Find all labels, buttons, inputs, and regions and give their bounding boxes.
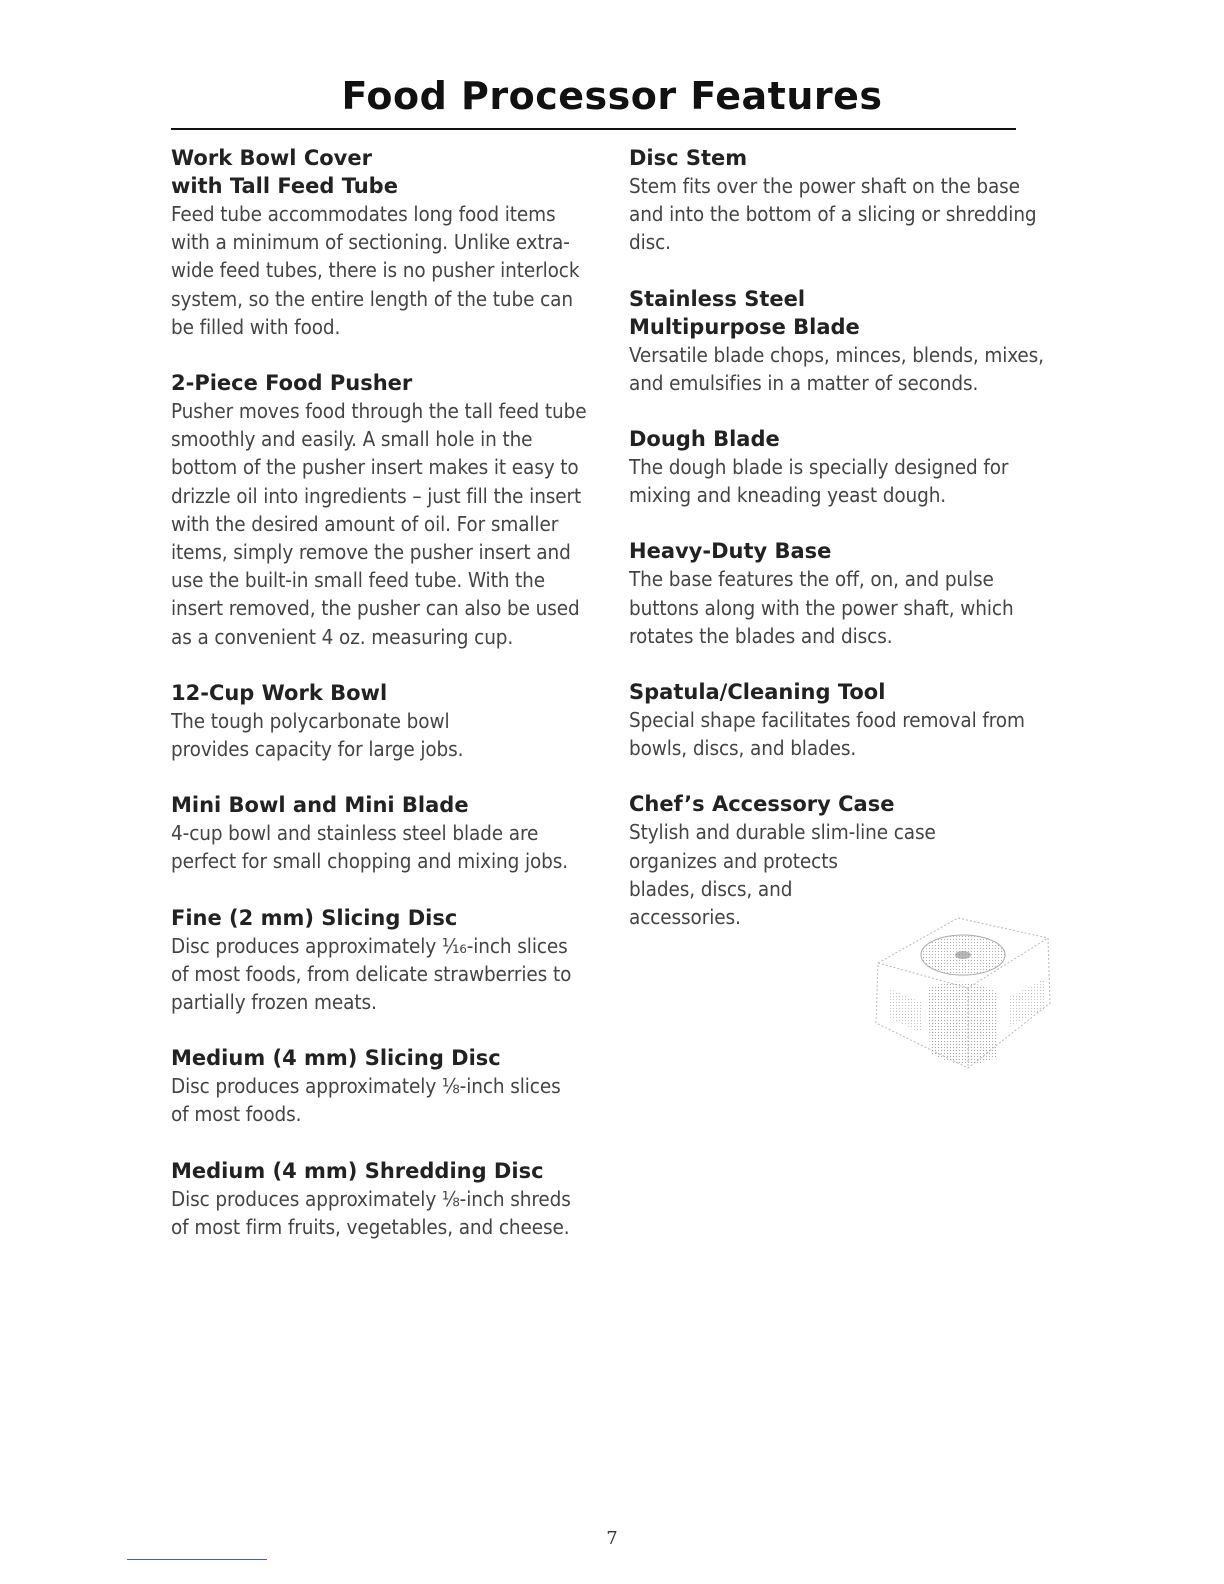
description-line: Stylish and durable slim-line case — [629, 820, 936, 845]
title-divider — [171, 128, 1016, 130]
feature-work-bowl — [171, 679, 591, 763]
heading-line: Disc Stem — [629, 146, 748, 170]
feature-description: Disc produces approximately ¹⁄₁₆-inch slices of most foods, from delicate strawberries to partially frozen meats. — [171, 933, 572, 1015]
heading-line: Medium (4 mm) Slicing Disc — [171, 1046, 501, 1071]
feature-description: Feed tube accommodates long food items with a minimum of sectioning. Unlike extra-wide feed tubes, there is no pusher interlock system, so the entire length of the tube can be filled with food. — [171, 202, 580, 339]
feature-heading — [171, 144, 591, 200]
description-line: blades, discs, and — [629, 876, 793, 901]
description-line: accessories. — [629, 905, 741, 930]
page-number: 7 — [606, 1528, 618, 1549]
heading-line: Stainless Steel — [629, 286, 806, 311]
description-line: organizes and protects — [629, 848, 838, 873]
feature-heading — [629, 790, 1059, 818]
accessory-case-illustration — [868, 893, 1053, 1073]
feature-dough-blade — [629, 425, 1059, 509]
heading-line: Dough Blade — [629, 427, 780, 452]
feature-description: Disc produces approximately ⅛-inch slices of most foods. — [171, 1074, 561, 1127]
feature-fine-slicing-disc — [171, 904, 591, 1017]
heading-line: Fine (2 mm) Slicing Disc — [171, 905, 458, 930]
feature-heading — [171, 1157, 591, 1185]
feature-heading — [629, 537, 1059, 565]
feature-heading — [629, 285, 1059, 341]
heading-line: 2-Piece Food Pusher — [171, 371, 413, 396]
feature-shredding-disc — [171, 1157, 591, 1241]
heading-line: Heavy-Duty Base — [629, 539, 832, 564]
feature-heading — [171, 904, 591, 932]
feature-heading — [629, 678, 1059, 706]
left-column — [171, 144, 591, 1269]
heading-line: with Tall Feed Tube — [171, 174, 398, 198]
feature-heading — [171, 1044, 591, 1072]
feature-description: Disc produces approximately ⅛-inch shreds of most firm fruits, vegetables, and cheese. — [171, 1186, 571, 1239]
right-column — [629, 144, 1059, 959]
feature-description: Pusher moves food through the tall feed tube smoothly and easily. A small hole in the bottom of the pusher insert makes it easy to drizzle oil into ingredients – just fill the insert with the desired amount of oil. For smaller items, simply remove the pusher insert and use the built-in small feed tube. With the insert removed, the pusher can also be used as a convenient 4 oz. measuring cup. — [171, 399, 587, 649]
feature-food-pusher — [171, 369, 591, 651]
feature-description: Versatile blade chops, minces, blends, mixes, and emulsifies in a matter of seconds. — [629, 342, 1044, 395]
heading-line: Medium (4 mm) Shredding Disc — [171, 1158, 544, 1183]
page-title: Food Processor Features — [341, 74, 883, 118]
feature-description: The tough polycarbonate bowl provides capacity for large jobs. — [171, 708, 464, 762]
feature-heading — [171, 791, 591, 819]
feature-heavy-duty-base — [629, 537, 1059, 650]
feature-description: The dough blade is specially designed for mixing and kneading yeast dough. — [629, 455, 1009, 508]
feature-spatula — [629, 678, 1059, 762]
heading-line: Work Bowl Cover — [171, 146, 372, 170]
footer-divider — [127, 1559, 267, 1560]
heading-line: Multipurpose Blade — [629, 314, 860, 339]
feature-medium-slicing-disc — [171, 1044, 591, 1128]
feature-description: Stem fits over the power shaft on the base and into the bottom of a slicing or shredding disc. — [629, 174, 1037, 255]
feature-heading — [171, 369, 591, 397]
heading-line: Spatula/Cleaning Tool — [629, 680, 886, 705]
heading-line: Mini Bowl and Mini Blade — [171, 793, 469, 818]
feature-description: The base features the off, on, and pulse buttons along with the power shaft, which rotates the blades and discs. — [629, 567, 1014, 648]
feature-heading — [629, 144, 1059, 172]
feature-disc-stem — [629, 144, 1059, 257]
feature-work-bowl-cover — [171, 144, 591, 341]
feature-multipurpose-blade — [629, 285, 1059, 397]
feature-description: Special shape facilitates food removal from bowls, discs, and blades. — [629, 708, 1025, 761]
feature-mini-bowl — [171, 791, 591, 875]
heading-line: 12-Cup Work Bowl — [171, 680, 388, 705]
heading-line: Chef’s Accessory Case — [629, 792, 895, 817]
feature-description: 4-cup bowl and stainless steel blade are perfect for small chopping and mixing jobs. — [171, 821, 569, 874]
feature-heading — [629, 425, 1059, 453]
feature-heading — [171, 679, 591, 707]
